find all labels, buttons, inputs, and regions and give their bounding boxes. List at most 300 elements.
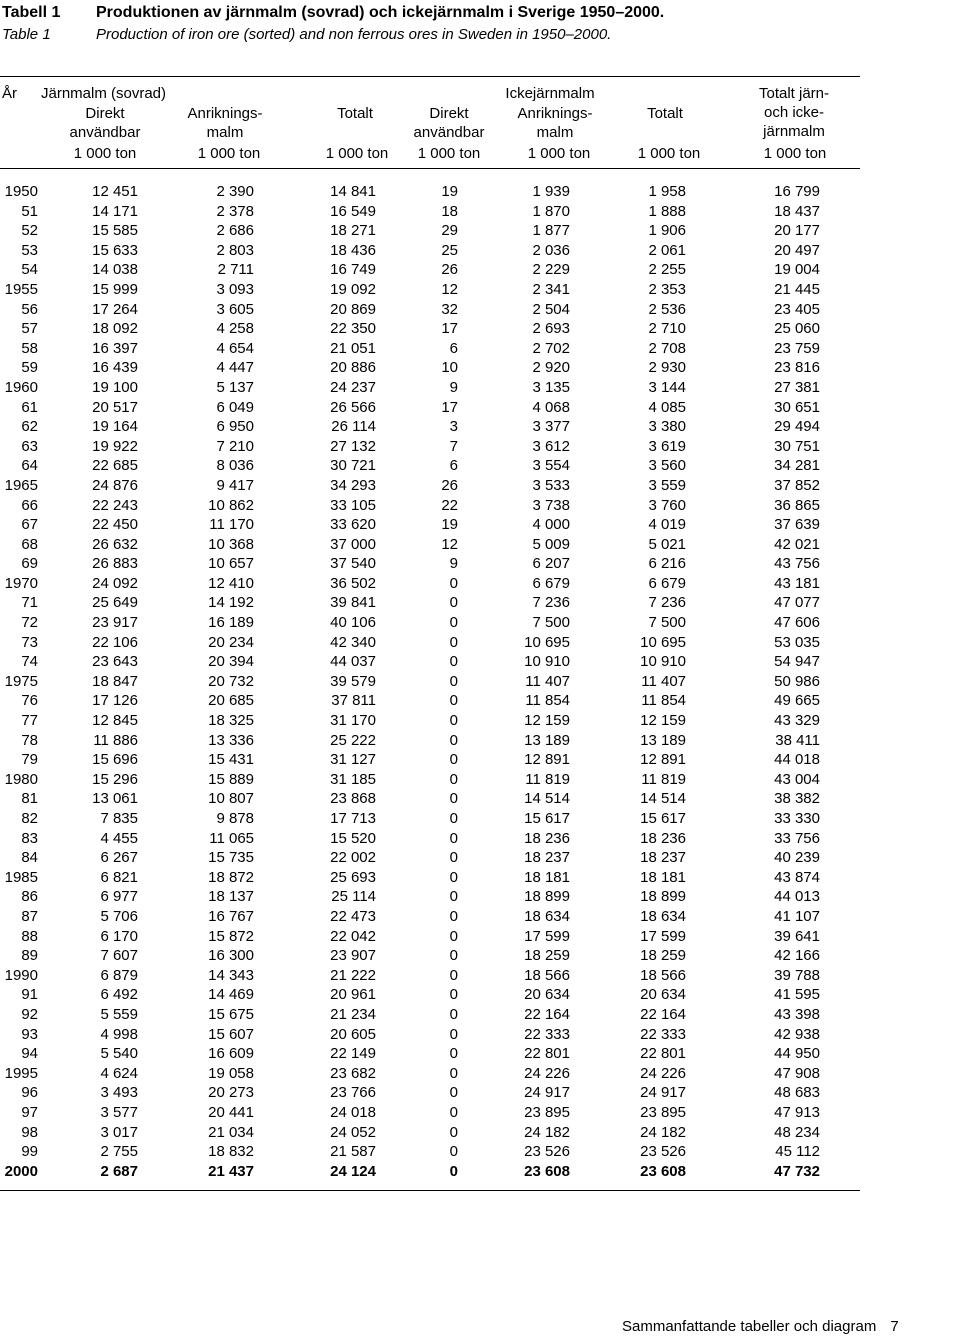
value-cell: 6 049 [216,398,254,416]
value-cell: 0 [449,770,458,788]
value-cell: 7 [449,437,458,455]
value-cell: 41 595 [774,986,820,1004]
year-cell: 64 [21,457,38,475]
year-cell: 54 [21,261,38,279]
table-row [0,1064,860,1084]
value-cell: 22 473 [330,907,376,925]
value-cell: 1 888 [648,202,686,220]
header-nonferrous-total: Totalt [647,105,683,122]
value-cell: 3 577 [100,1103,138,1121]
value-cell: 18 899 [524,888,570,906]
value-cell: 30 651 [774,398,820,416]
value-cell: 14 038 [92,261,138,279]
value-cell: 18 237 [640,849,686,867]
value-cell: 0 [449,594,458,612]
value-cell: 13 189 [524,731,570,749]
table-row [0,476,860,496]
value-cell: 2 920 [532,359,570,377]
header-nonferrous-group: Ickejärnmalm [505,85,595,102]
table-row [0,1162,860,1182]
value-cell: 24 917 [524,1084,570,1102]
value-cell: 37 852 [774,476,820,494]
value-cell: 18 872 [208,868,254,886]
value-cell: 24 182 [524,1123,570,1141]
value-cell: 0 [449,731,458,749]
value-cell: 23 643 [92,653,138,671]
value-cell: 10 862 [208,496,254,514]
value-cell: 24 237 [330,378,376,396]
value-cell: 43 181 [774,574,820,592]
value-cell: 27 381 [774,378,820,396]
value-cell: 9 417 [216,476,254,494]
value-cell: 18 271 [330,222,376,240]
table-row [0,966,860,986]
header-iron-ore-group: Järnmalm (sovrad) [41,85,167,102]
value-cell: 32 [441,300,458,318]
value-cell: 3 135 [532,378,570,396]
value-cell: 40 239 [774,849,820,867]
value-cell: 2 708 [648,339,686,357]
value-cell: 17 599 [640,927,686,945]
value-cell: 3 380 [648,418,686,436]
value-cell: 50 986 [774,672,820,690]
value-cell: 22 149 [330,1045,376,1063]
value-cell: 37 540 [330,555,376,573]
table-row [0,613,860,633]
value-cell: 12 451 [92,183,138,200]
year-cell: 1995 [4,1064,38,1082]
value-cell: 30 721 [330,457,376,475]
value-cell: 14 469 [208,986,254,1004]
value-cell: 21 437 [208,1162,254,1180]
year-cell: 1985 [4,868,38,886]
value-cell: 18 325 [208,712,254,730]
year-cell: 59 [21,359,38,377]
value-cell: 6 216 [648,555,686,573]
value-cell: 41 107 [774,907,820,925]
value-cell: 22 801 [524,1045,570,1063]
value-cell: 2 710 [648,320,686,338]
value-cell: 2 803 [216,241,254,259]
value-cell: 9 [449,378,458,396]
year-cell: 99 [21,1143,38,1161]
table-row [0,789,860,809]
footer-text: Sammanfattande tabeller och diagram [622,1318,877,1335]
value-cell: 20 732 [208,672,254,690]
year-cell: 84 [21,849,38,867]
value-cell: 6 679 [532,574,570,592]
table-row [0,378,860,398]
data-table [0,182,860,1181]
table-row [0,515,860,535]
year-cell: 61 [21,398,38,416]
year-cell: 63 [21,437,38,455]
value-cell: 22 333 [524,1025,570,1043]
value-cell: 0 [449,692,458,710]
value-cell: 14 343 [208,966,254,984]
value-cell: 23 816 [774,359,820,377]
value-cell: 18 566 [640,966,686,984]
year-cell: 57 [21,320,38,338]
value-cell: 1 939 [532,183,570,200]
value-cell: 11 854 [525,692,570,710]
value-cell: 14 192 [208,594,254,612]
value-cell: 6 [449,457,458,475]
value-cell: 3 493 [100,1084,138,1102]
value-cell: 19 [441,516,458,534]
value-cell: 14 514 [640,790,686,808]
table-label-english: Table 1 [2,26,51,43]
value-cell: 18 092 [92,320,138,338]
value-cell: 36 502 [330,574,376,592]
header-rule [0,168,860,169]
table-row [0,946,860,966]
value-cell: 16 549 [330,202,376,220]
value-cell: 7 835 [100,810,138,827]
value-cell: 34 293 [330,476,376,494]
table-title-english: Production of iron ore (sorted) and non ferrous ores in Sweden in 1950–2000. [96,26,612,43]
value-cell: 48 234 [774,1123,820,1141]
value-cell: 21 587 [330,1143,376,1161]
value-cell: 2 687 [100,1162,138,1180]
value-cell: 1 870 [532,202,570,220]
value-cell: 6 879 [100,966,138,984]
value-cell: 16 189 [208,614,254,632]
page-footer [622,1318,899,1335]
value-cell: 4 998 [100,1025,138,1043]
value-cell: 15 675 [208,1005,254,1023]
year-cell: 74 [21,653,38,671]
value-cell: 12 891 [524,751,570,769]
value-cell: 3 093 [216,280,254,298]
value-cell: 2 378 [216,202,254,220]
value-cell: 24 018 [330,1103,376,1121]
value-cell: 15 617 [524,810,570,827]
value-cell: 18 237 [524,849,570,867]
value-cell: 4 624 [100,1064,138,1082]
value-cell: 43 329 [774,712,820,730]
year-cell: 97 [21,1103,38,1121]
table-label: Tabell 1 [2,4,61,21]
value-cell: 31 127 [330,751,376,769]
value-cell: 29 [441,222,458,240]
value-cell: 23 405 [774,300,820,318]
year-cell: 73 [21,633,38,651]
table-row [0,750,860,770]
value-cell: 44 037 [330,653,376,671]
value-cell: 20 273 [208,1084,254,1102]
year-cell: 67 [21,516,38,534]
value-cell: 22 243 [92,496,138,514]
value-cell: 0 [449,672,458,690]
year-cell: 1970 [4,574,38,592]
page-number: 7 [890,1318,899,1335]
table-row [0,868,860,888]
value-cell: 23 759 [774,339,820,357]
unit-label: 1 000 ton [527,145,591,162]
value-cell: 23 682 [330,1064,376,1082]
value-cell: 26 114 [331,418,376,436]
value-cell: 3 560 [648,457,686,475]
value-cell: 3 144 [648,378,686,396]
year-cell: 69 [21,555,38,573]
value-cell: 3 [449,418,458,436]
table-row [0,691,860,711]
value-cell: 36 865 [774,496,820,514]
value-cell: 23 895 [640,1103,686,1121]
value-cell: 3 533 [532,476,570,494]
value-cell: 48 683 [774,1084,820,1102]
value-cell: 33 330 [774,810,820,827]
value-cell: 10 910 [640,653,686,671]
value-cell: 19 100 [92,378,138,396]
value-cell: 39 841 [330,594,376,612]
table-title: Produktionen av järnmalm (sovrad) och ickejärnmalm i Sverige 1950–2000. [96,4,665,21]
value-cell: 15 585 [92,222,138,240]
value-cell: 11 819 [641,770,686,788]
table-row [0,985,860,1005]
value-cell: 54 947 [774,653,820,671]
value-cell: 15 617 [640,810,686,827]
value-cell: 24 182 [640,1123,686,1141]
value-cell: 15 633 [92,241,138,259]
year-cell: 2000 [4,1162,38,1180]
value-cell: 21 222 [330,966,376,984]
value-cell: 4 258 [216,320,254,338]
value-cell: 10 807 [208,790,254,808]
value-cell: 49 665 [774,692,820,710]
value-cell: 20 497 [774,241,820,259]
value-cell: 6 950 [216,418,254,436]
value-cell: 15 696 [92,751,138,769]
value-cell: 10 695 [640,633,686,651]
year-cell: 93 [21,1025,38,1043]
value-cell: 5 540 [100,1045,138,1063]
value-cell: 6 492 [100,986,138,1004]
value-cell: 33 105 [330,496,376,514]
value-cell: 17 264 [92,300,138,318]
table-row [0,1044,860,1064]
table-row [0,848,860,868]
table-row [0,437,860,457]
value-cell: 2 702 [532,339,570,357]
year-cell: 89 [21,947,38,965]
value-cell: 0 [449,849,458,867]
table-row [0,887,860,907]
value-cell: 25 693 [330,868,376,886]
value-cell: 9 878 [216,810,254,827]
value-cell: 19 922 [92,437,138,455]
year-cell: 1990 [4,966,38,984]
value-cell: 21 034 [208,1123,254,1141]
value-cell: 0 [449,1162,458,1180]
value-cell: 22 002 [330,849,376,867]
value-cell: 15 607 [208,1025,254,1043]
value-cell: 0 [449,1143,458,1161]
value-cell: 10 695 [524,633,570,651]
value-cell: 20 634 [524,986,570,1004]
value-cell: 3 738 [532,496,570,514]
value-cell: 4 019 [648,516,686,534]
table-row [0,456,860,476]
value-cell: 0 [449,653,458,671]
value-cell: 16 749 [330,261,376,279]
year-cell: 1965 [4,476,38,494]
value-cell: 0 [449,574,458,592]
value-cell: 39 641 [774,927,820,945]
value-cell: 20 177 [774,222,820,240]
value-cell: 7 500 [532,614,570,632]
value-cell: 18 259 [640,947,686,965]
value-cell: 11 854 [641,692,686,710]
value-cell: 0 [449,790,458,808]
value-cell: 7 210 [216,437,254,455]
value-cell: 12 [441,280,458,298]
table-row [0,927,860,947]
year-cell: 52 [21,222,38,240]
value-cell: 1 877 [532,222,570,240]
value-cell: 2 755 [100,1143,138,1161]
value-cell: 23 868 [330,790,376,808]
table-row [0,496,860,516]
value-cell: 7 607 [100,947,138,965]
year-cell: 1960 [4,378,38,396]
value-cell: 4 085 [648,398,686,416]
value-cell: 20 441 [208,1103,254,1121]
value-cell: 15 872 [208,927,254,945]
year-cell: 82 [21,810,38,827]
value-cell: 0 [449,868,458,886]
value-cell: 14 171 [92,202,138,220]
value-cell: 23 526 [640,1143,686,1161]
value-cell: 22 [441,496,458,514]
value-cell: 19 058 [208,1064,254,1082]
table-row [0,241,860,261]
year-cell: 78 [21,731,38,749]
value-cell: 20 685 [208,692,254,710]
value-cell: 12 159 [640,712,686,730]
value-cell: 2 255 [648,261,686,279]
year-cell: 68 [21,535,38,553]
table-row [0,1123,860,1143]
year-cell: 66 [21,496,38,514]
value-cell: 18 899 [640,888,686,906]
value-cell: 11 065 [209,829,254,847]
value-cell: 10 657 [208,555,254,573]
value-cell: 23 608 [524,1162,570,1180]
value-cell: 7 236 [648,594,686,612]
value-cell: 10 910 [524,653,570,671]
value-cell: 0 [449,986,458,1004]
year-cell: 94 [21,1045,38,1063]
table-row [0,809,860,829]
value-cell: 22 685 [92,457,138,475]
value-cell: 3 612 [532,437,570,455]
value-cell: 22 042 [330,927,376,945]
value-cell: 18 436 [330,241,376,259]
value-cell: 25 222 [330,731,376,749]
value-cell: 53 035 [774,633,820,651]
year-cell: 79 [21,751,38,769]
year-cell: 58 [21,339,38,357]
unit-label: 1 000 ton [73,145,137,162]
header-iron-enrich: Anriknings- malm [187,105,263,141]
table-row [0,1142,860,1162]
value-cell: 20 634 [640,986,686,1004]
value-cell: 11 407 [641,672,686,690]
value-cell: 6 679 [648,574,686,592]
value-cell: 24 876 [92,476,138,494]
value-cell: 0 [449,1064,458,1082]
value-cell: 26 632 [92,535,138,553]
value-cell: 10 368 [208,535,254,553]
year-cell: 51 [21,202,38,220]
value-cell: 16 609 [208,1045,254,1063]
table-row [0,672,860,692]
table-row [0,574,860,594]
value-cell: 37 639 [774,516,820,534]
value-cell: 22 450 [92,516,138,534]
value-cell: 13 061 [92,790,138,808]
value-cell: 21 051 [330,339,376,357]
table-row [0,907,860,927]
value-cell: 0 [449,633,458,651]
value-cell: 19 164 [92,418,138,436]
value-cell: 0 [449,751,458,769]
value-cell: 11 170 [209,516,254,534]
value-cell: 4 447 [216,359,254,377]
value-cell: 2 061 [648,241,686,259]
year-cell: 1975 [4,672,38,690]
value-cell: 18 236 [524,829,570,847]
table-row [0,1083,860,1103]
value-cell: 19 004 [774,261,820,279]
value-cell: 0 [449,1103,458,1121]
value-cell: 0 [449,1084,458,1102]
value-cell: 0 [449,907,458,925]
table-row [0,633,860,653]
value-cell: 30 751 [774,437,820,455]
year-cell: 1950 [4,183,38,200]
value-cell: 25 114 [331,888,376,906]
value-cell: 34 281 [774,457,820,475]
value-cell: 40 106 [330,614,376,632]
value-cell: 2 036 [532,241,570,259]
value-cell: 26 [441,476,458,494]
table-row [0,300,860,320]
table-row [0,1103,860,1123]
top-rule [0,76,860,77]
value-cell: 2 390 [216,183,254,200]
value-cell: 15 431 [208,751,254,769]
value-cell: 22 333 [640,1025,686,1043]
table-row [0,398,860,418]
value-cell: 3 605 [216,300,254,318]
table-row [0,593,860,613]
table-row [0,280,860,300]
value-cell: 25 649 [92,594,138,612]
value-cell: 38 382 [774,790,820,808]
value-cell: 17 [441,398,458,416]
value-cell: 47 913 [774,1103,820,1121]
value-cell: 18 634 [640,907,686,925]
value-cell: 47 908 [774,1064,820,1082]
year-cell: 1980 [4,770,38,788]
value-cell: 6 170 [100,927,138,945]
table-row [0,202,860,222]
value-cell: 45 112 [775,1143,820,1161]
value-cell: 47 732 [774,1162,820,1180]
